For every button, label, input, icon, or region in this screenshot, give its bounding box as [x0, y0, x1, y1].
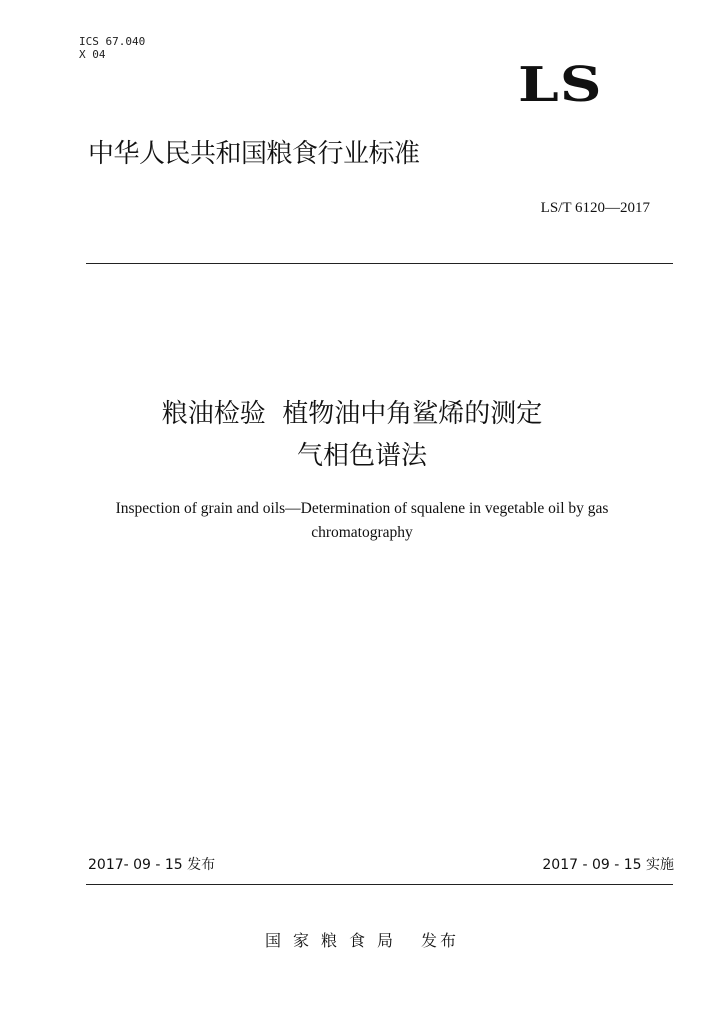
implementation-date: 2017 - 09 - 15 实施 — [542, 857, 674, 873]
bottom-divider — [86, 884, 673, 885]
chinese-title-line1: 粮油检验 植物油中角鲨烯的测定 — [161, 399, 543, 429]
publisher-line — [0, 930, 724, 952]
ls-logo: LS — [518, 56, 603, 113]
ics-code: ICS 67.040 — [79, 35, 146, 48]
english-title-line2: chromatography — [311, 524, 413, 541]
issue-date: 2017- 09 - 15 发布 — [88, 857, 216, 873]
top-divider — [86, 263, 673, 264]
english-title-line1: Inspection of grain and oils—Determination of squalene in vegetable oil by gas — [115, 500, 609, 517]
chinese-title — [0, 393, 724, 477]
publisher-name: 国家粮食局 — [264, 931, 405, 950]
classification-codes — [79, 35, 145, 61]
ccs-code: X 04 — [79, 48, 106, 61]
english-title — [60, 497, 664, 545]
standard-number: LS/T 6120—2017 — [540, 200, 650, 216]
organization-title: 中华人民共和国粮食行业标准 — [88, 139, 420, 169]
publisher-action: 发布 — [421, 931, 460, 950]
chinese-title-line2: 气相色谱法 — [296, 441, 427, 471]
